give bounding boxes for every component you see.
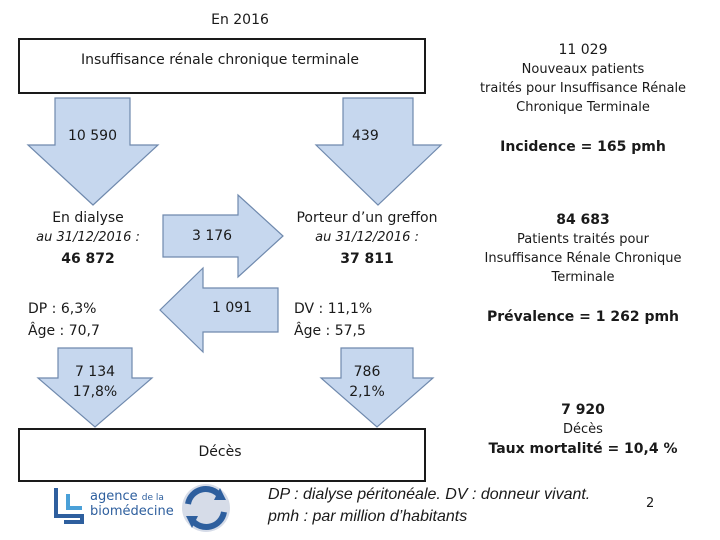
new-patients-line2: traités pour Insuffisance Rénale (479, 81, 687, 96)
dialysis-block (18, 210, 158, 267)
dialysis-stats (28, 298, 100, 342)
legend-line1: DP : dialyse péritonéale. DV : donneur vivant. (268, 486, 591, 503)
graft-heading: Porteur d’un greffon (296, 210, 438, 226)
dialysis-deaths-label (60, 362, 130, 402)
dialysis-deaths-pct: 17,8% (72, 384, 118, 400)
new-patients-count: 11 029 (558, 42, 608, 58)
dialysis-date: au 31/12/2016 : (36, 230, 140, 245)
page-number: 2 (646, 496, 655, 511)
esrd-box-label: Insuffisance rénale chronique terminale (81, 52, 359, 68)
graft-stats (294, 298, 372, 342)
graft-count: 37 811 (340, 251, 394, 267)
logo-text-agence: agence (90, 489, 138, 504)
new-patients-line3: Chronique Terminale (516, 100, 650, 115)
graft-deaths-pct: 2,1% (349, 384, 385, 400)
new-patients-line1: Nouveaux patients (521, 62, 645, 77)
dialysis-deaths-count: 7 134 (74, 364, 116, 380)
deaths-total-count: 7 920 (561, 402, 605, 418)
incidence: Incidence = 165 pmh (500, 139, 666, 155)
graft-deaths-label (340, 362, 394, 402)
arrow-to-graft (316, 98, 441, 205)
legend-line2: pmh : par million d’habitants (268, 508, 468, 525)
graft-deaths-count: 786 (353, 364, 381, 380)
prevalence-line1: Patients traités pour (517, 232, 649, 247)
transfer-to-dialysis-value: 1 091 (212, 300, 253, 316)
legend (268, 484, 648, 528)
deces-box-label: Décès (198, 444, 242, 460)
graft-dv: DV : 11,1% (294, 301, 373, 317)
agence-biomedecine-logo (52, 486, 172, 528)
prevalence-line3: Terminale (551, 270, 615, 285)
dialysis-heading: En dialyse (52, 210, 124, 226)
prevalence-block (478, 212, 688, 325)
graft-date: au 31/12/2016 : (315, 230, 419, 245)
deaths-total-label: Décès (563, 422, 603, 437)
prevalence-value: Prévalence = 1 262 pmh (486, 309, 680, 325)
new-patients-block (478, 42, 688, 155)
circular-arrows-emblem-icon (176, 480, 236, 536)
logo-text-biomedecine: biomédecine (90, 504, 174, 519)
transfer-to-graft-value: 3 176 (192, 228, 233, 244)
arrow-to-dialysis-value: 10 590 (68, 128, 117, 144)
prevalence-line2: Insuffisance Rénale Chronique (484, 251, 682, 266)
arrow-to-graft-value: 439 (352, 128, 379, 144)
graft-block (286, 210, 448, 267)
mortality-rate: Taux mortalité = 10,4 % (488, 441, 678, 457)
dialysis-dp: DP : 6,3% (28, 301, 97, 317)
logo-text-dela: de la (141, 493, 164, 503)
dialysis-age: Âge : 70,7 (28, 323, 100, 339)
graft-age: Âge : 57,5 (294, 323, 366, 339)
page-title: En 2016 (211, 12, 269, 28)
logo-bracket-icon (52, 486, 88, 526)
arrow-to-dialysis (28, 98, 158, 205)
prevalence-count: 84 683 (556, 212, 610, 228)
dialysis-count: 46 872 (61, 251, 115, 267)
deaths-total-block (478, 402, 688, 457)
